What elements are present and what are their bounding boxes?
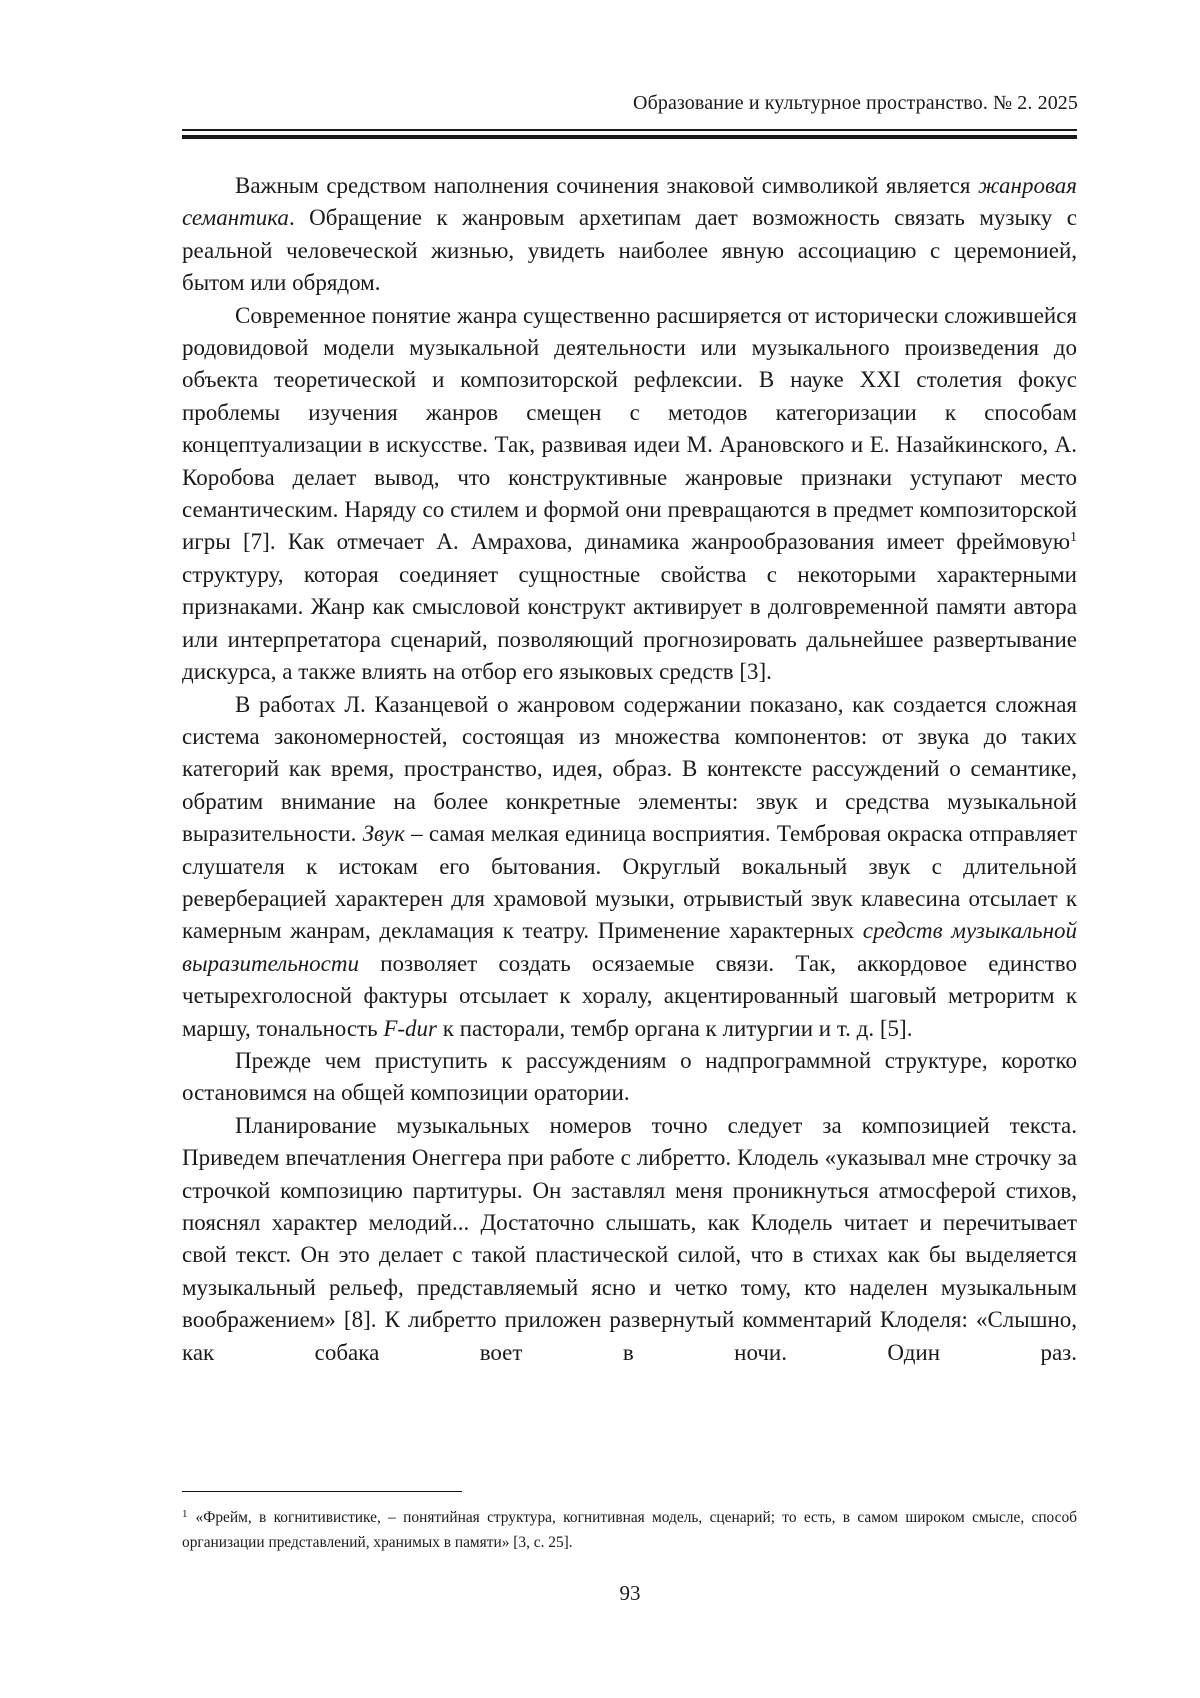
paragraph-libretto: Планирование музыкальных номеров точно следует за композицией текста. Приведем впечатления Онеггера при работе с либретто. Клодель «указывал мне строчку за строчкой композицию партитуры. Он заставлял меня проникнуться атмосферой стихов, пояснял характер мелодий... Достаточно слышать, как Клодель читает и перечитывает свой текст. Он это делает с такой пластической силой, что в стихах как бы выделяется музыкальный рельеф, представляемый ясно и четко тому, кто наделен музыкальным воображением» [8]. К либретто приложен развернутый комментарий Клоделя: «Слышно, как собака воет в ночи. Один раз. [182, 1112, 1077, 1365]
header-rule-thin [182, 129, 1077, 131]
term-expressive-means: средств музыкальной выразительности [182, 918, 1077, 976]
paragraph-genre-semantics: Важным средством наполнения сочинения знаковой символикой является жанровая семантика. Обращение к жанровым архетипам дает возможность связать музыку с реальной человеческой жизнью, увидеть наиболее явную ассоциацию с церемонией, бытом или обрядом. [182, 173, 1077, 296]
footnote-separator [182, 1491, 462, 1492]
paragraph-composition: Прежде чем приступить к рассуждениям о надпрограммной структуре, коротко остановимся на общей композиции оратории. [182, 1047, 1077, 1106]
header-rule-thick [182, 135, 1077, 139]
page-number: 93 [619, 1581, 641, 1605]
footnote-reference[interactable]: 1 [1070, 530, 1077, 546]
term-f-dur: F-dur [383, 1015, 438, 1041]
term-sound: Звук [362, 821, 405, 847]
footnote [182, 1502, 1077, 1555]
running-head: Образование и культурное пространство. № 2. 2025 [633, 92, 1078, 114]
paragraph-kazantseva: В работах Л. Казанцевой о жанровом содержании показано, как создается сложная система закономерностей, состоящая из множества компонентов: от звука до таких категорий как время, пространство, идея, образ. В контексте рассуждений о семантике, обратим внимание на более конкретные элементы: звук и средства музыкальной выразительности. Звук – самая мелкая единица восприятия. Тембровая окраска отправляет слушателя к истокам его бытования. Округлый вокальный звук с длительной реверберацией характерен для храмовой музыки, отрывистый звук клавесина отсылает к камерным жанрам, декламация к театру. Применение характерных средств музыкальной выразительности позволяет создать осязаемые связи. Так, аккордовое единство четырехголосной фактуры отсылает к хоралу, акцентированный шаговый метроритм к маршу, тональность F-dur к пасторали, тембр органа к литургии и т. д. [5]. [182, 691, 1078, 1041]
term-genre-semantics: жанровая семантика [182, 173, 1077, 231]
paragraph-genre-concept: Современное понятие жанра существенно расширяется от исторически сложившейся родовидовой модели музыкальной деятельности или музыкального произведения до объекта теоретической и композиторской рефлексии. В науке XXI столетия фокус проблемы изучения жанров смещен с методов категоризации к способам концептуализации в искусстве. Так, развивая идеи М. Арановского и Е. Назайкинского, А. Коробова делает вывод, что конструктивные жанровые признаки уступают место семантическим. Наряду со стилем и формой они превращаются в предмет композиторской игры [7]. Как отмечает А. Амрахова, динамика жанрообразования имеет фреймовую$^1$ структуру, которая соединяет сущностные свойства с некоторыми характерными признаками. Жанр как смысловой конструкт активирует в долговременной памяти автора или интерпретатора сценарий, позволяющий прогнозировать дальнейшее развертывание дискурса, а также влиять на отбор его языковых средств [3]. [182, 302, 1077, 685]
footnote-text: «Фрейм, в когнитивистике, – понятийная структура, когнитивная модель, сценарий; то есть, в самом широком смысле, способ организации представлений, хранимых в памяти» [3, с. 25]. [182, 1509, 1077, 1551]
footnote-mark: 1 [182, 1508, 188, 1520]
article-body [182, 170, 1077, 1369]
